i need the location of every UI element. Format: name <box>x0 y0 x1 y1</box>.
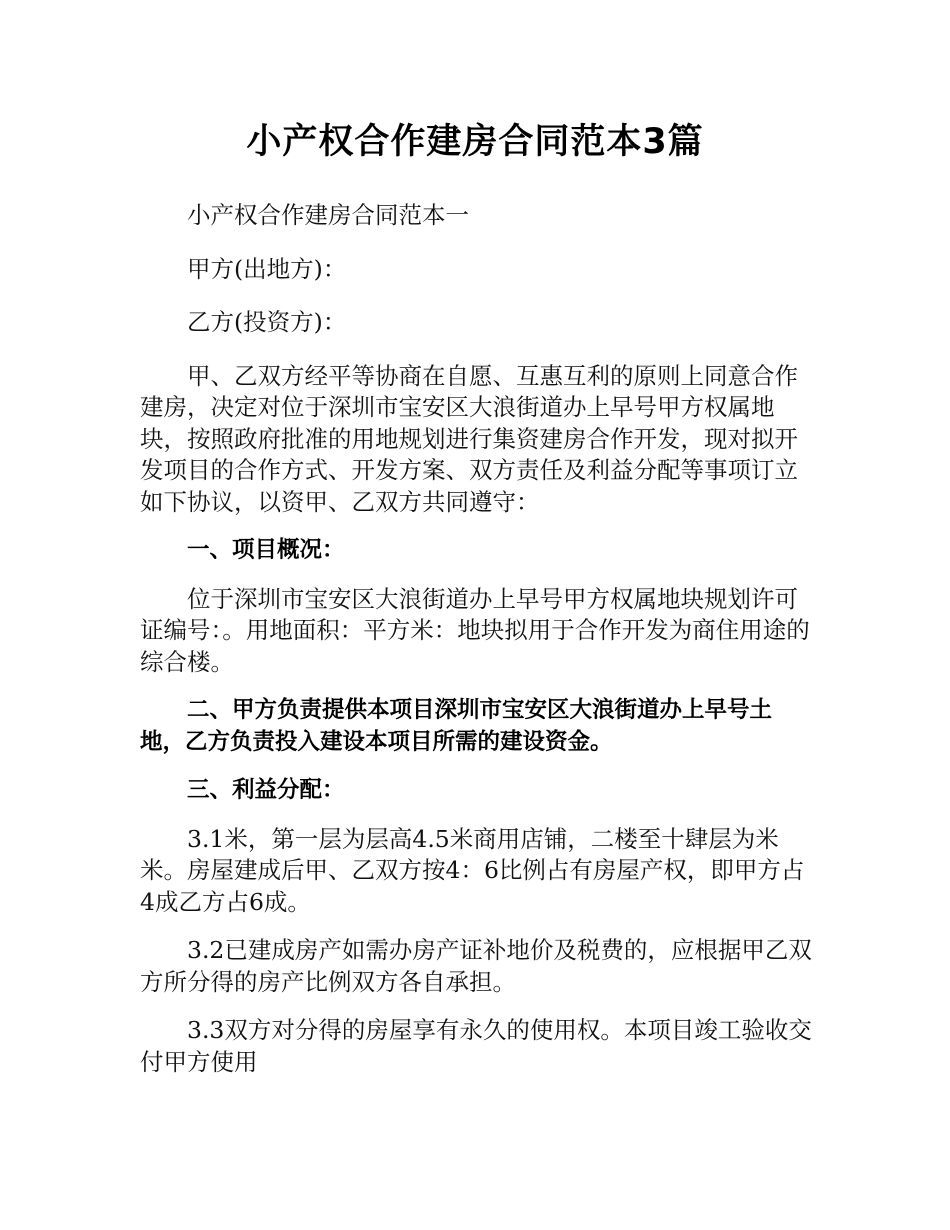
section-heading-overview: 一、项目概况： <box>187 537 345 563</box>
party-b-line: 乙方(投资方)： <box>187 308 347 336</box>
document-body <box>140 200 812 1095</box>
section-heading-profit: 三、利益分配： <box>187 777 345 803</box>
party-a-line: 甲方(出地方)： <box>187 254 347 283</box>
overview-paragraph: 位于深圳市宝安区大浪街道办上早号甲方权属地块规划许可证编号：。用地面积：平方米：地块拟用于合作开发为商住用途的综合楼。 <box>140 584 810 676</box>
section-heading-responsibilities: 二、甲方负责提供本项目深圳市宝安区大浪街道办上早号土地，乙方负责投入建设本项目所需的建设资金。 <box>140 697 773 755</box>
clause-3-2: 3.2已建成房产如需办房产证补地价及税费的，应根据甲乙双方所分得的房产比例双方各自承担。 <box>140 936 812 996</box>
contract-subtitle: 小产权合作建房合同范本一 <box>187 201 469 229</box>
intro-paragraph: 甲、乙双方经平等协商在自愿、互惠互利的原则上同意合作建房，决定对位于深圳市宝安区大浪街道办上早号甲方权属地块，按照政府批准的用地规划进行集资建房合作开发，现对拟开发项目的合作方式、开发方案、双方责任及利益分配等事项订立如下协议，以资甲、乙双方共同遵守： <box>140 361 798 516</box>
clause-3-1: 3.1米，第一层为层高4.5米商用店铺，二楼至十肆层为米米。房屋建成后甲、乙双方按4：6比例占有房屋产权，即甲方占4成乙方占6成。 <box>140 824 805 916</box>
document-title: 小产权合作建房合同范本3篇 <box>246 122 704 162</box>
clause-3-3: 3.3双方对分得的房屋享有永久的使用权。本项目竣工验收交付甲方使用 <box>140 1016 812 1076</box>
